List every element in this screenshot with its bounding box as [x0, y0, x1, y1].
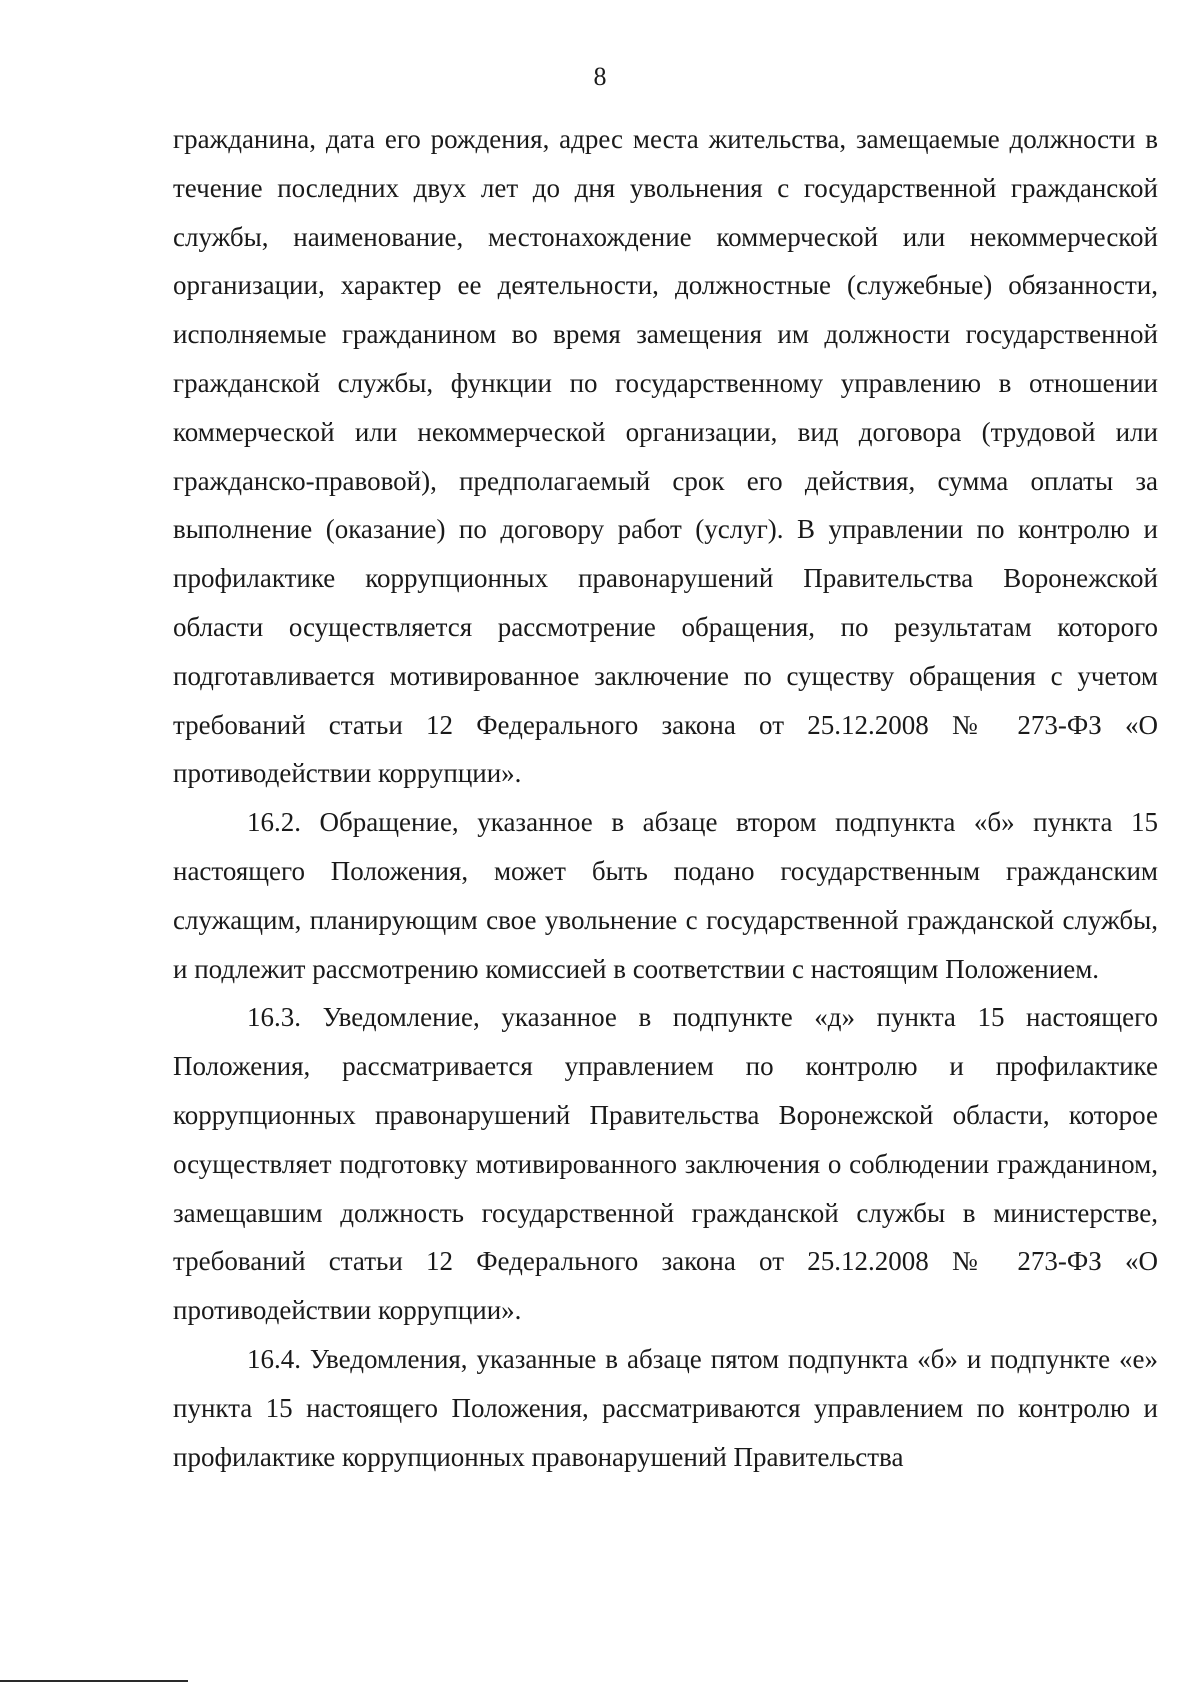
- paragraph-16-4: 16.4. Уведомления, указанные в абзаце пятом подпункта «б» и подпункте «е» пункта 15 настоящего Положения, рассматриваются управлением по контролю и профилактике коррупционных правонарушений Правительства: [173, 1343, 1158, 1472]
- footer-divider: [0, 1680, 188, 1682]
- paragraph-continuation: гражданина, дата его рождения, адрес места жительства, замещаемые должности в течение последних двух лет до дня увольнения с государственной гражданской службы, наименование, местонахождение коммерческой или некоммерческой организации, характер ее деятельности, должностные (служебные) обязанности, исполняемые гражданином во время замещения им должности государственной гражданской службы, функции по государственному управлению в отношении коммерческой или некоммерческой организации, вид договора (трудовой или гражданско-правовой), предполагаемый срок его действия, сумма оплаты за выполнение (оказание) по договору работ (услуг). В управлении по контролю и профилактике коррупционных правонарушений Правительства Воронежской области осуществляется рассмотрение обращения, по результатам которого подготавливается мотивированное заключение по существу обращения с учетом требований статьи 12 Федерального закона от 25.12.2008 № 273-ФЗ «О противодействии коррупции».: [173, 124, 1158, 789]
- paragraph-16-2: 16.2. Обращение, указанное в абзаце втором подпункта «б» пункта 15 настоящего Положения, может быть подано государственным гражданским служащим, планирующим свое увольнение с государственной гражданской службы, и подлежит рассмотрению комиссией в соответствии с настоящим Положением.: [173, 807, 1158, 984]
- document-body: [173, 115, 1158, 1481]
- page-number: 8: [593, 62, 607, 91]
- paragraph-16-3: 16.3. Уведомление, указанное в подпункте «д» пункта 15 настоящего Положения, рассматривается управлением по контролю и профилактике коррупционных правонарушений Правительства Воронежской области, которое осуществляет подготовку мотивированного заключения о соблюдении гражданином, замещавшим должность государственной гражданской службы в министерстве, требований статьи 12 Федерального закона от 25.12.2008 № 273-ФЗ «О противодействии коррупции».: [173, 1002, 1158, 1326]
